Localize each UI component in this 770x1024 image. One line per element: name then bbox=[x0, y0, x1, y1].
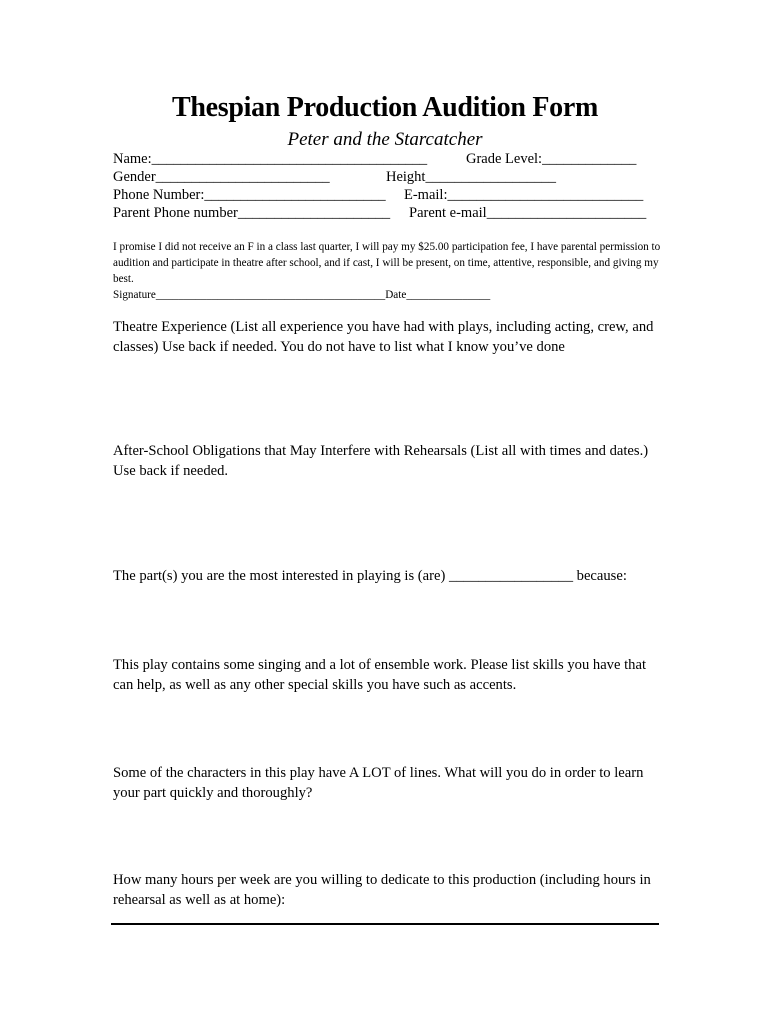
question-theatre-experience: Theatre Experience (List all experience you have had with plays, including acting, crew, and classes) Use back if needed. You do not have to list what I know you’ve done bbox=[113, 319, 654, 355]
name-field[interactable]: Name:______________________________________ bbox=[113, 151, 428, 167]
question-learning-lines: Some of the characters in this play have A LOT of lines. What will you do in order to learn your part quickly and thoroughly? bbox=[113, 765, 644, 801]
signature-date-line[interactable]: Signature_________________________________________Date_______________ bbox=[113, 289, 491, 301]
question-part-interest[interactable]: The part(s) you are the most interested in playing is (are) _________________ because: bbox=[113, 568, 627, 584]
grade-level-field[interactable]: Grade Level:_____________ bbox=[466, 151, 637, 167]
gender-field[interactable]: Gender________________________ bbox=[113, 169, 330, 185]
parent-phone-field[interactable]: Parent Phone number_____________________ bbox=[113, 205, 391, 221]
answer-line[interactable] bbox=[111, 923, 659, 925]
email-field[interactable]: E-mail:___________________________ bbox=[404, 187, 644, 203]
question-after-school-obligations: After-School Obligations that May Interfere with Rehearsals (List all with times and dates.) Use back if needed. bbox=[113, 443, 649, 479]
promise-statement bbox=[113, 239, 673, 303]
parent-email-field[interactable]: Parent e-mail______________________ bbox=[409, 205, 647, 221]
promise-text: I promise I did not receive an F in a class last quarter, I will pay my $25.00 participation fee, I have parental permission to audition and participate in theatre after school, and if cast, I will be present, on time, attentive, responsible, and giving my best. bbox=[113, 241, 661, 285]
phone-number-field[interactable]: Phone Number:_________________________ bbox=[113, 187, 386, 203]
question-hours-per-week: How many hours per week are you willing to dedicate to this production (including hours in rehearsal as well as at home): bbox=[113, 872, 651, 908]
question-skills: This play contains some singing and a lot of ensemble work. Please list skills you have that can help, as well as any other special skills you have such as accents. bbox=[113, 657, 646, 693]
form-title: Thespian Production Audition Form bbox=[171, 92, 598, 123]
play-title: Peter and the Starcatcher bbox=[287, 129, 483, 150]
height-field[interactable]: Height__________________ bbox=[386, 169, 556, 185]
